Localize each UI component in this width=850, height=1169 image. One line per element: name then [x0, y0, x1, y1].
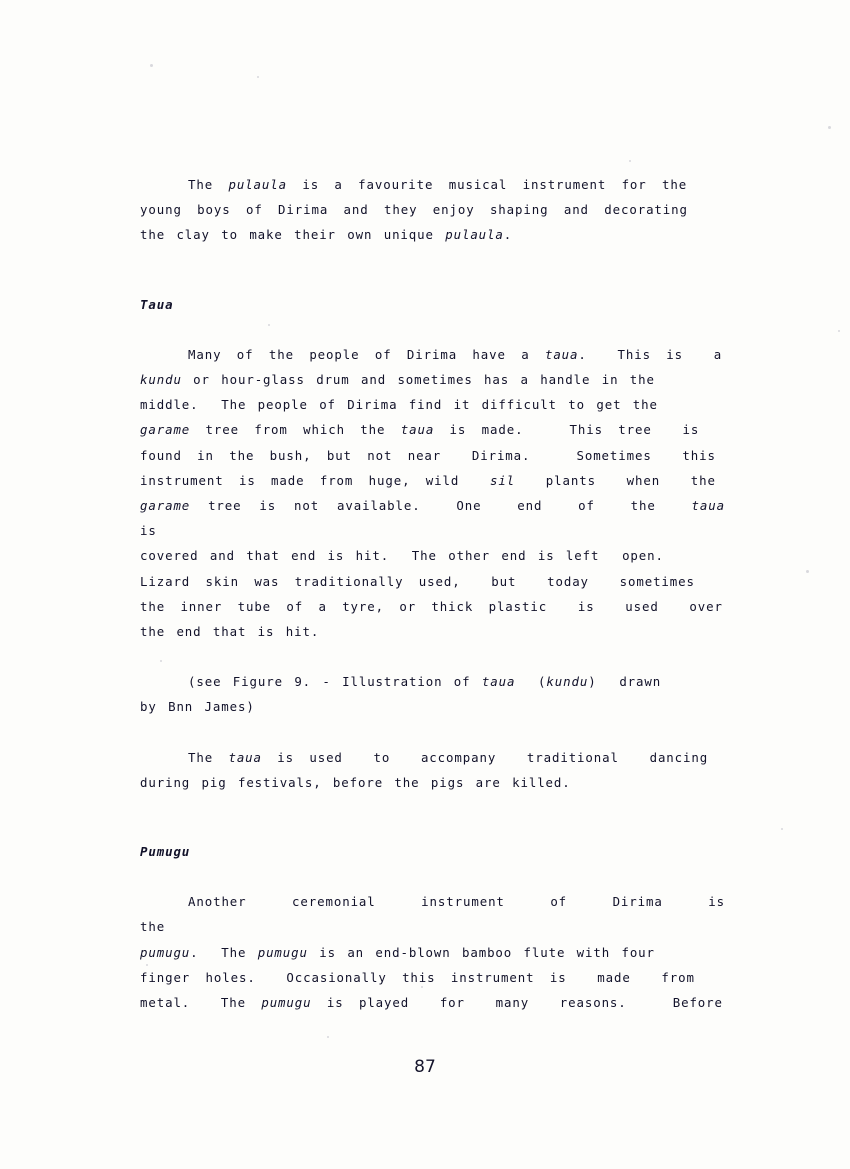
text-run: (: [515, 674, 547, 690]
text-run: plants when the: [515, 472, 716, 488]
paragraph-pumugu-description: [140, 889, 784, 1015]
text-line: [140, 468, 725, 493]
text-run: by Bnn James): [140, 699, 255, 715]
text-run: middle. The people of Dirima find it difficult to get the: [140, 397, 658, 413]
text-line: [140, 619, 725, 644]
text-line: [140, 940, 725, 965]
text-line: [140, 745, 725, 770]
text-run: the end that is hit.: [140, 624, 320, 640]
italic-term: pulaula: [445, 227, 504, 243]
text-run: Lizard skin was traditionally used, but today sometimes: [140, 573, 695, 589]
text-run: (see Figure 9. - Illustration of: [188, 674, 482, 690]
text-run: . This is a: [578, 346, 723, 362]
heading-gap-2: [140, 864, 725, 889]
italic-term: taua: [544, 346, 579, 362]
text-line: [140, 594, 725, 619]
text-line: [140, 342, 725, 367]
text-run: metal. The: [140, 995, 262, 1011]
paragraph-pulaula: [140, 172, 725, 248]
text-line: [140, 197, 725, 222]
text-line: [140, 543, 725, 568]
text-run: during pig festivals, before the pigs are killed.: [140, 774, 571, 790]
scan-speckle: [828, 126, 831, 129]
text-run: covered and that end is hit. The other end is left open.: [140, 548, 664, 564]
text-run: ) drawn: [588, 674, 662, 690]
text-run: finger holes. Occasionally this instrument is made from: [140, 969, 695, 985]
italic-term: taua: [400, 422, 435, 438]
text-line: [140, 367, 725, 392]
heading-taua: Taua: [140, 296, 174, 312]
italic-term: taua: [691, 498, 725, 514]
text-run: The: [188, 749, 229, 765]
italic-term: taua: [481, 674, 516, 690]
paragraph-figure-reference: [140, 669, 725, 719]
text-line: [140, 392, 725, 417]
text-run: the inner tube of a tyre, or thick plastic is used over: [140, 598, 723, 614]
text-line: [140, 569, 725, 594]
italic-term: garame: [140, 498, 191, 514]
italic-term: kundu: [546, 674, 589, 690]
scan-speckle: [838, 330, 840, 332]
scan-speckle: [257, 76, 259, 78]
scan-speckle: [781, 828, 783, 830]
text-line: [140, 770, 725, 795]
text-run: is made. This tree is: [434, 422, 700, 438]
text-line: [140, 965, 725, 990]
italic-term: kundu: [140, 372, 182, 388]
text-line: [140, 493, 756, 543]
section-gap-4: [140, 795, 725, 839]
text-run: is: [140, 498, 756, 539]
italic-term: taua: [228, 749, 262, 765]
text-run: is used to accompany traditional dancing: [261, 749, 709, 765]
heading-pumugu: Pumugu: [140, 844, 191, 860]
section-gap-2: [140, 644, 725, 669]
text-run: found in the bush, but not near Dirima. Sometimes this: [140, 447, 716, 463]
text-run: .: [503, 227, 513, 243]
text-run: tree from which the: [190, 422, 401, 438]
italic-term: pumugu: [261, 995, 312, 1011]
text-line: [140, 172, 725, 197]
heading-gap-1: [140, 317, 725, 342]
text-run: The: [188, 177, 229, 192]
text-line: [140, 443, 725, 468]
text-run: Many of the people of Dirima have a: [188, 346, 545, 362]
page-number: 87: [414, 1057, 436, 1077]
scan-speckle: [806, 570, 809, 573]
text-run: . The: [190, 944, 258, 960]
italic-term: pumugu: [140, 944, 191, 960]
text-line: [140, 417, 725, 442]
text-run: instrument is made from huge, wild: [140, 472, 490, 488]
text-run: is played for many reasons. Before: [311, 995, 723, 1011]
text-line: [140, 990, 725, 1015]
text-run: is an end-blown bamboo flute with four: [307, 944, 655, 960]
scan-speckle: [629, 160, 631, 162]
section-gap-3: [140, 720, 725, 745]
text-run: young boys of Dirima and they enjoy shaping and decorating: [140, 202, 688, 218]
italic-term: sil: [489, 472, 516, 488]
text-line: [140, 889, 784, 939]
paragraph-taua-use: [140, 745, 725, 795]
document-body: [140, 172, 784, 1015]
section-gap-1: [140, 248, 725, 292]
italic-term: pulaula: [228, 177, 287, 192]
italic-term: pumugu: [257, 944, 308, 960]
text-line: [140, 222, 725, 247]
text-line: [140, 669, 725, 694]
text-run: or hour-glass drum and sometimes has a handle in the: [181, 372, 655, 388]
scan-speckle: [150, 64, 153, 67]
text-run: is a favourite musical instrument for the: [286, 177, 688, 192]
paragraph-taua-description: [140, 342, 756, 644]
text-run: tree is not available. One end of the: [190, 498, 692, 514]
italic-term: garame: [140, 422, 191, 438]
scan-speckle: [327, 1036, 329, 1038]
text-run: Another ceremonial instrument of Dirima is the: [140, 894, 784, 935]
text-line: [140, 694, 725, 719]
text-run: the clay to make their own unique: [140, 227, 446, 243]
